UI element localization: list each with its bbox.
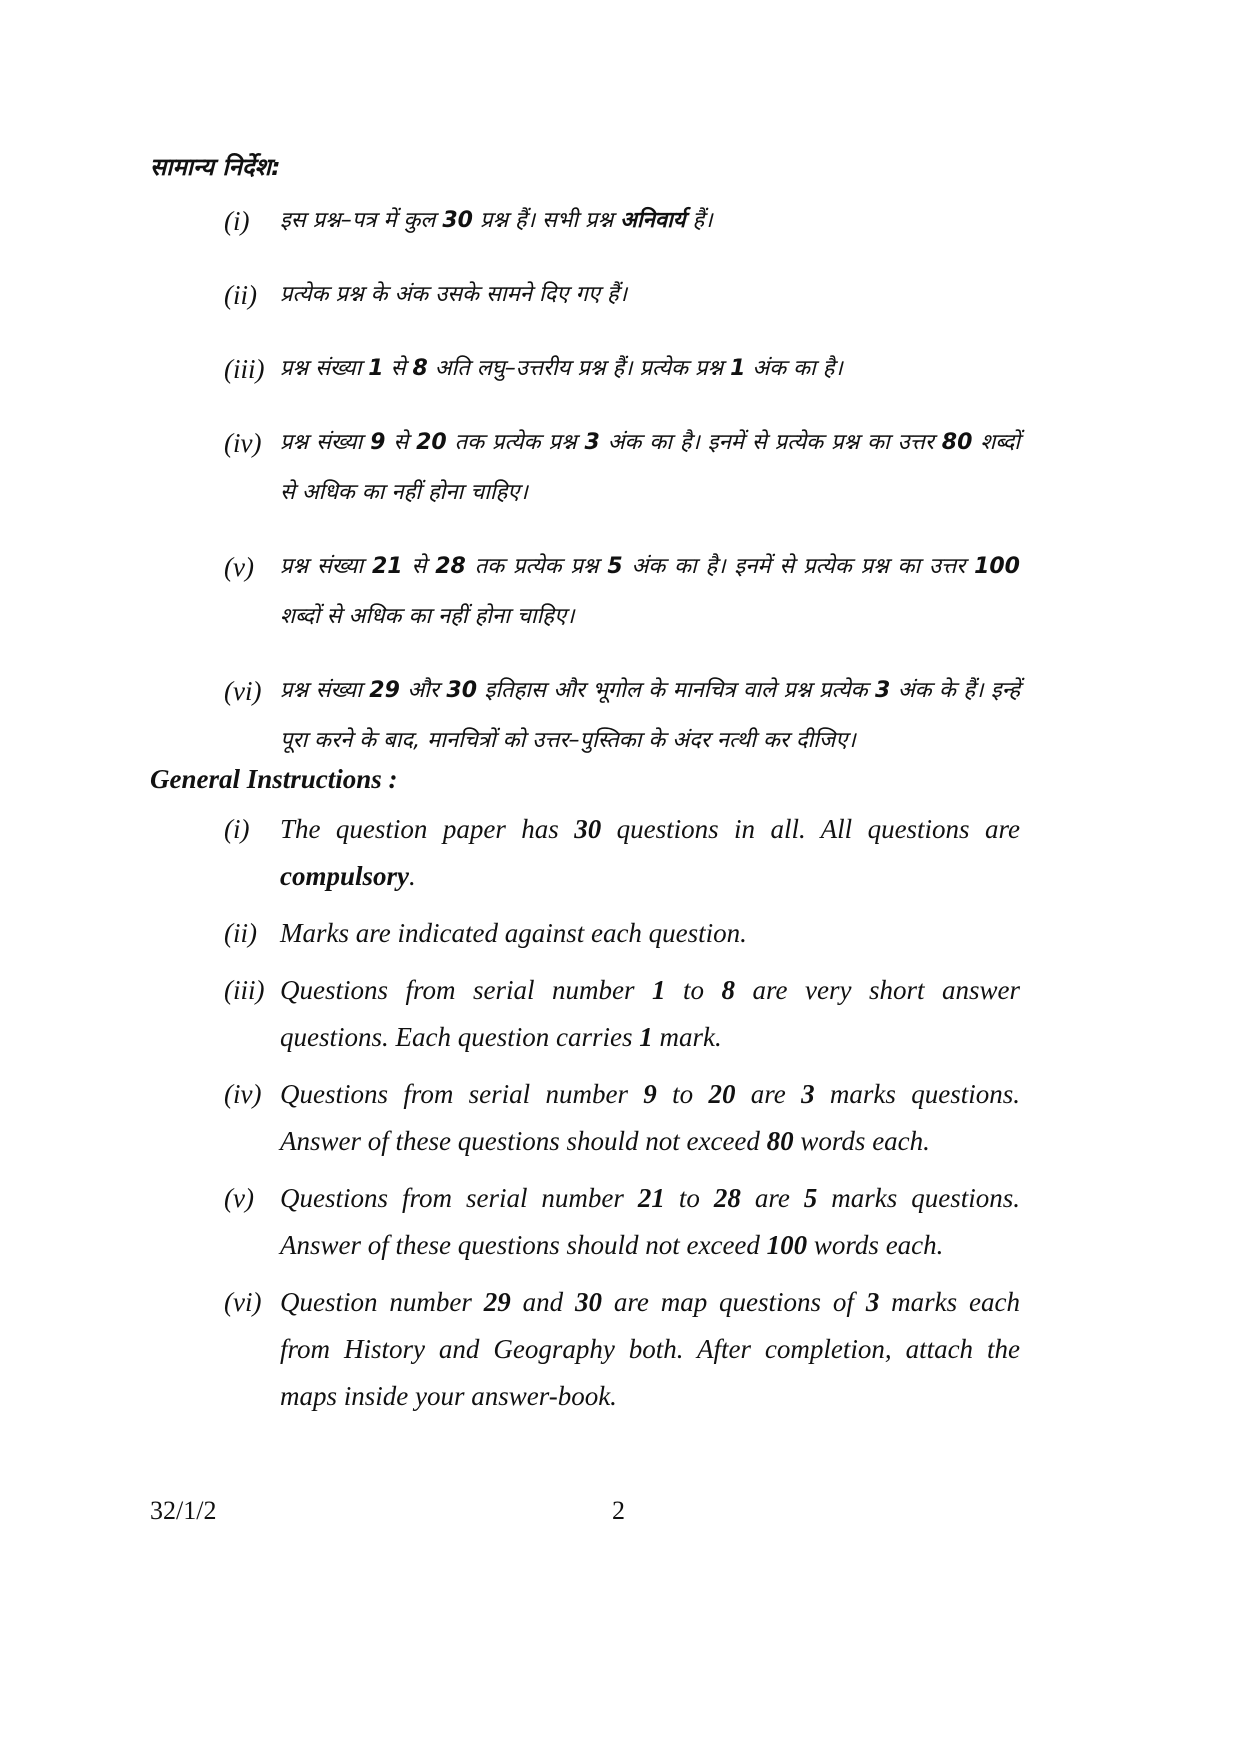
instruction-text: प्रश्न संख्या 1 से 8 अति लघु–उत्तरीय प्रश्न हैं। प्रत्येक प्रश्न 1 अंक का है। (280, 356, 843, 381)
english-instruction-item (150, 1071, 1020, 1165)
instruction-number: (iv) (224, 428, 262, 458)
instruction-number: (vi) (224, 676, 262, 706)
hindi-instructions-list (150, 196, 1020, 790)
instruction-number: (vi) (224, 1287, 262, 1317)
english-instructions-heading: General Instructions : (150, 764, 398, 794)
page-number: 2 (612, 1496, 625, 1525)
instruction-text: Question number 29 and 30 are map questions of 3 marks each from History and Geography both. After completion, attach the maps inside your answer-book. (280, 1287, 1021, 1411)
hindi-instruction-item (150, 666, 1020, 766)
english-instruction-item (150, 910, 1020, 957)
hindi-instruction-item (150, 418, 1020, 518)
instruction-text: Questions from serial number 9 to 20 are 3 marks questions. Answer of these questions should not exceed 80 words each. (280, 1079, 1020, 1156)
instruction-number: (i) (224, 814, 250, 844)
instruction-text: Marks are indicated against each question. (280, 918, 747, 948)
hindi-instruction-item (150, 270, 1020, 320)
english-instruction-item (150, 806, 1020, 900)
instruction-number: (iii) (224, 975, 265, 1005)
hindi-instruction-item (150, 344, 1020, 394)
english-instructions-list (150, 806, 1020, 1430)
instruction-text: प्रत्येक प्रश्न के अंक उसके सामने दिए गए हैं। (280, 282, 628, 307)
english-instruction-item (150, 1175, 1020, 1269)
instruction-text: The question paper has 30 questions in all. All questions are compulsory. (280, 814, 1020, 891)
instruction-number: (ii) (224, 280, 257, 310)
instruction-text: इस प्रश्न–पत्र में कुल 30 प्रश्न हैं। सभी प्रश्न अनिवार्य हैं। (280, 208, 713, 233)
hindi-instruction-item (150, 196, 1020, 246)
instruction-text: प्रश्न संख्या 29 और 30 इतिहास और भूगोल के मानचित्र वाले प्रश्न प्रत्येक 3 अंक के हैं। इन्हें पूरा करने के बाद, मानचित्रों को उत्तर–पुस्तिका के अंदर नत्थी कर दीजिए। (280, 678, 1020, 753)
english-instruction-item (150, 967, 1020, 1061)
instruction-text: प्रश्न संख्या 21 से 28 तक प्रत्येक प्रश्न 5 अंक का है। इनमें से प्रत्येक प्रश्न का उत्तर 100 शब्दों से अधिक का नहीं होना चाहिए। (280, 554, 1020, 629)
instruction-number: (v) (224, 552, 254, 582)
instruction-number: (ii) (224, 918, 257, 948)
instruction-number: (iii) (224, 354, 265, 384)
paper-code: 32/1/2 (150, 1496, 217, 1525)
english-instruction-item (150, 1279, 1020, 1420)
instruction-text: प्रश्न संख्या 9 से 20 तक प्रत्येक प्रश्न 3 अंक का है। इनमें से प्रत्येक प्रश्न का उत्तर 80 शब्दों से अधिक का नहीं होना चाहिए। (280, 430, 1020, 505)
instruction-number: (v) (224, 1183, 254, 1213)
instruction-text: Questions from serial number 1 to 8 are very short answer questions. Each question carries 1 mark. (280, 975, 1020, 1052)
instruction-text: Questions from serial number 21 to 28 are 5 marks questions. Answer of these questions should not exceed 100 words each. (280, 1183, 1020, 1260)
hindi-instruction-item (150, 542, 1020, 642)
instruction-number: (i) (224, 206, 250, 236)
instruction-number: (iv) (224, 1079, 262, 1109)
hindi-instructions-heading: सामान्य निर्देश: (150, 153, 281, 181)
